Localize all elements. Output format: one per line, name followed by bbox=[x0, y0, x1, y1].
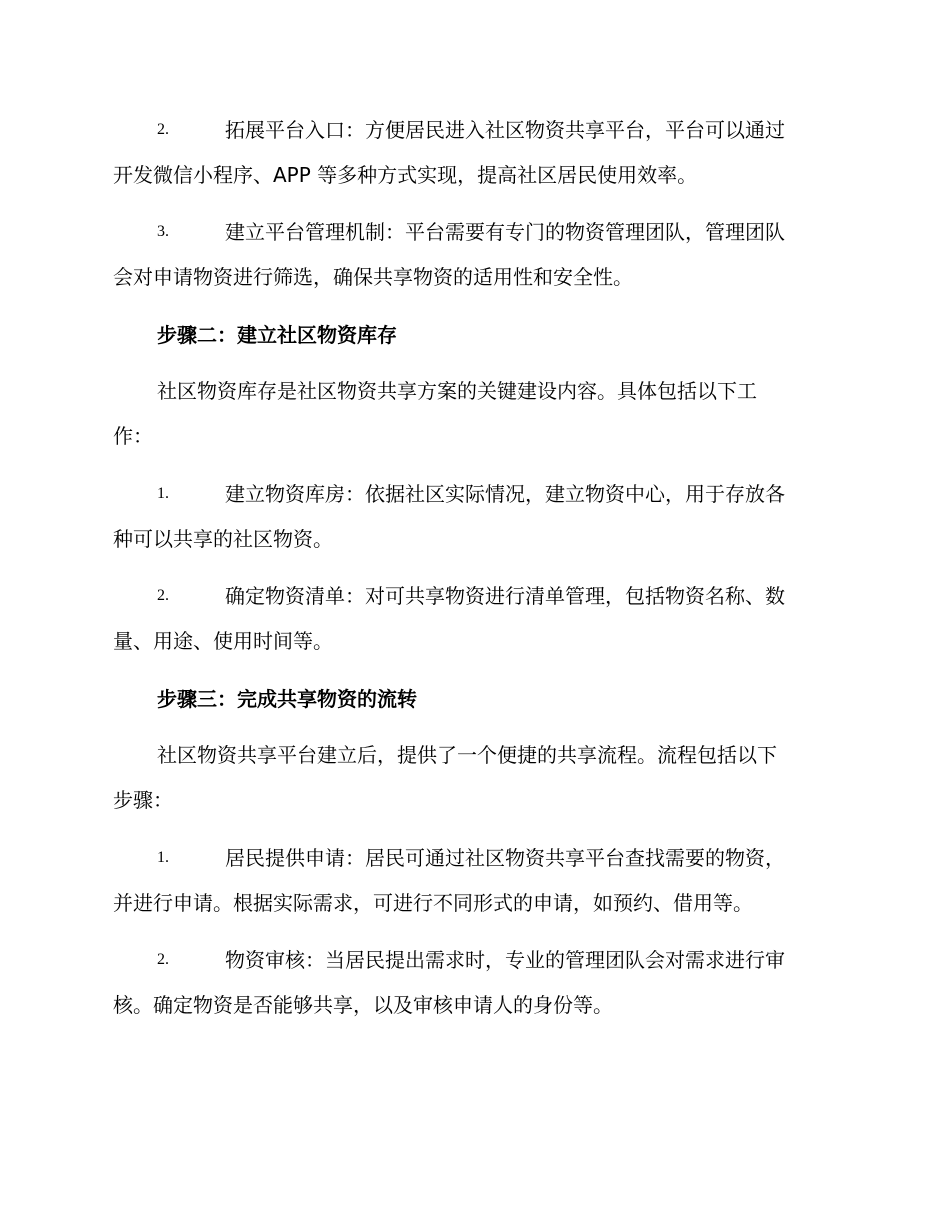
paragraph-text: 步骤： bbox=[113, 788, 173, 812]
list-item-text: 核。确定物资是否能够共享，以及审核申请人的身份等。 bbox=[113, 993, 613, 1017]
list-item-text: 物资审核：当居民提出需求时，专业的管理团队会对需求进行审 bbox=[225, 948, 785, 972]
section-heading: 步骤二：建立社区物资库存 bbox=[157, 323, 397, 347]
paragraph-text: 社区物资共享平台建立后，提供了一个便捷的共享流程。流程包括以下 bbox=[157, 743, 777, 767]
list-item-text: 会对申请物资进行筛选，确保共享物资的适用性和安全性。 bbox=[113, 265, 633, 289]
list-item-text: 并进行申请。根据实际需求，可进行不同形式的申请，如预约、借用等。 bbox=[113, 891, 753, 915]
list-item-text: 建立物资库房：依据社区实际情况，建立物资中心，用于存放各 bbox=[225, 482, 785, 506]
list-number: 1. bbox=[157, 849, 169, 866]
list-number: 1. bbox=[157, 485, 169, 502]
section-heading: 步骤三：完成共享物资的流转 bbox=[157, 687, 417, 711]
list-item-text: 确定物资清单：对可共享物资进行清单管理，包括物资名称、数 bbox=[225, 584, 785, 608]
list-number: 2. bbox=[157, 951, 169, 968]
list-item-text: 量、用途、使用时间等。 bbox=[113, 629, 333, 653]
list-item-text: 建立平台管理机制：平台需要有专门的物资管理团队，管理团队 bbox=[225, 220, 785, 244]
list-number: 2. bbox=[157, 121, 169, 138]
list-number: 2. bbox=[157, 587, 169, 604]
list-item-text: 开发微信小程序、APP 等多种方式实现，提高社区居民使用效率。 bbox=[113, 163, 698, 187]
paragraph-text: 社区物资库存是社区物资共享方案的关键建设内容。具体包括以下工 bbox=[157, 379, 757, 403]
list-item-text: 种可以共享的社区物资。 bbox=[113, 527, 333, 551]
list-item-text: 拓展平台入口：方便居民进入社区物资共享平台，平台可以通过 bbox=[225, 118, 785, 142]
list-item-text: 居民提供申请：居民可通过社区物资共享平台查找需要的物资， bbox=[225, 846, 785, 870]
paragraph-text: 作： bbox=[113, 424, 153, 448]
list-number: 3. bbox=[157, 223, 169, 240]
